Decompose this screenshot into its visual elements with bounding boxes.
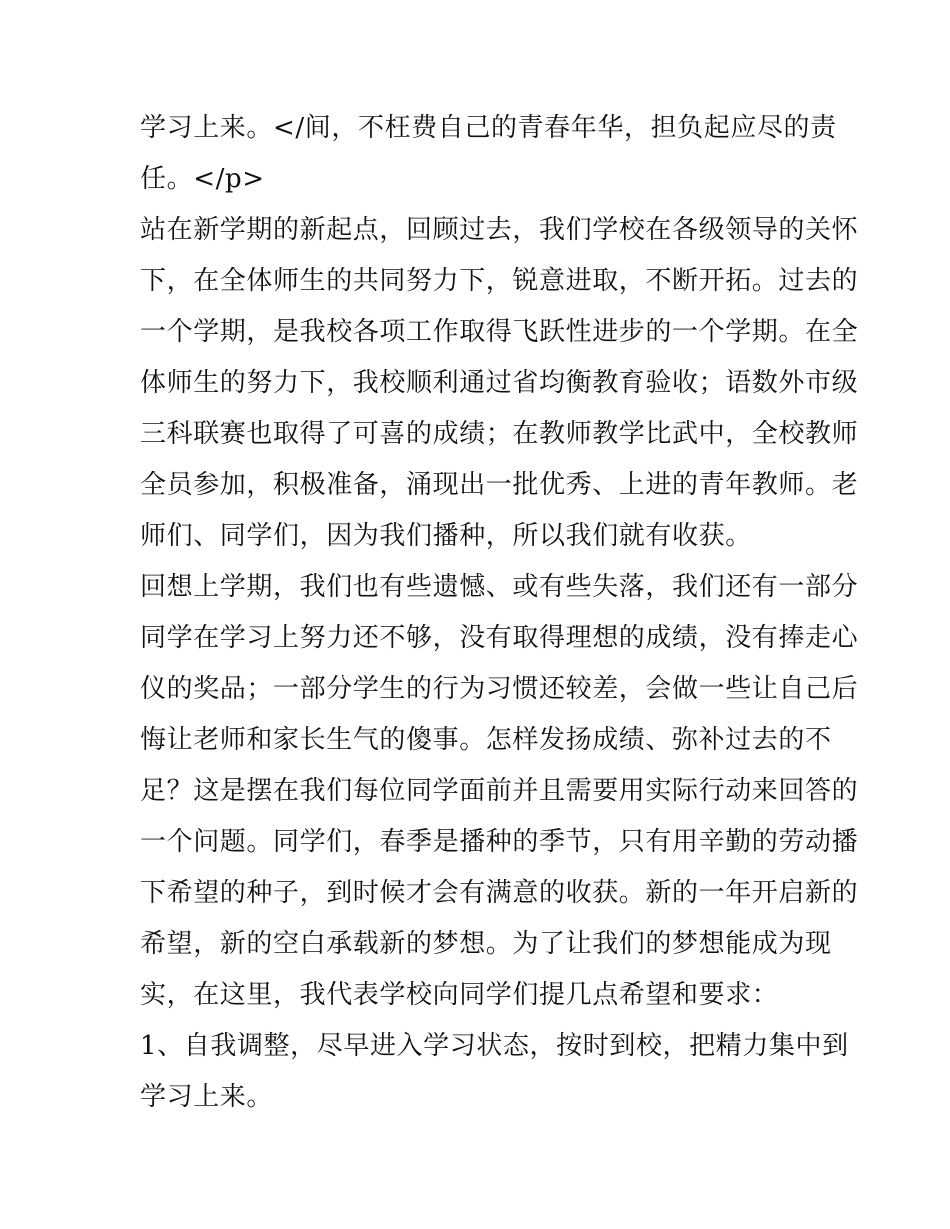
text-line: 1、自我调整，尽早进入学习状态，按时到校，把精力集中到 bbox=[140, 1031, 849, 1061]
text-line: 实，在这里，我代表学校向同学们提几点希望和要求： bbox=[140, 980, 779, 1010]
text-line: 任。</p> bbox=[140, 164, 265, 194]
text-line: 悔让老师和家长生气的傻事。怎样发扬成绩、弥补过去的不 bbox=[140, 725, 832, 755]
text-line: 回想上学期，我们也有些遗憾、或有些失落，我们还有一部分 bbox=[140, 572, 859, 602]
text-line: 全员参加，积极准备，涌现出一批优秀、上进的青年教师。老 bbox=[140, 470, 859, 500]
text-line: 学习上来。 bbox=[140, 1082, 274, 1112]
text-line: 下希望的种子，到时候才会有满意的收获。新的一年开启新的 bbox=[140, 878, 859, 908]
text-line: 师们、同学们，因为我们播种，所以我们就有收获。 bbox=[140, 521, 752, 551]
text-line: 足？这是摆在我们每位同学面前并且需要用实际行动来回答的 bbox=[140, 776, 859, 806]
text-line: 下，在全体师生的共同努力下，锐意进取，不断开拓。过去的 bbox=[140, 266, 859, 296]
text-line: 体师生的努力下，我校顺利通过省均衡教育验收；语数外市级 bbox=[140, 368, 859, 398]
text-line: 同学在学习上努力还不够，没有取得理想的成绩，没有捧走心 bbox=[140, 623, 859, 653]
text-line: 一个学期，是我校各项工作取得飞跃性进步的一个学期。在全 bbox=[140, 317, 859, 347]
text-line: 希望，新的空白承载新的梦想。为了让我们的梦想能成为现 bbox=[140, 929, 832, 959]
text-line: 仪的奖品；一部分学生的行为习惯还较差，会做一些让自己后 bbox=[140, 674, 859, 704]
text-line: 学习上来。</间，不枉费自己的青春年华，担负起应尽的责 bbox=[140, 113, 837, 143]
text-line: 三科联赛也取得了可喜的成绩；在教师教学比武中，全校教师 bbox=[140, 419, 859, 449]
text-line: 站在新学期的新起点，回顾过去，我们学校在各级领导的关怀 bbox=[140, 215, 859, 245]
document-body bbox=[140, 103, 859, 1123]
text-line: 一个问题。同学们，春季是播种的季节，只有用辛勤的劳动播 bbox=[140, 827, 859, 857]
